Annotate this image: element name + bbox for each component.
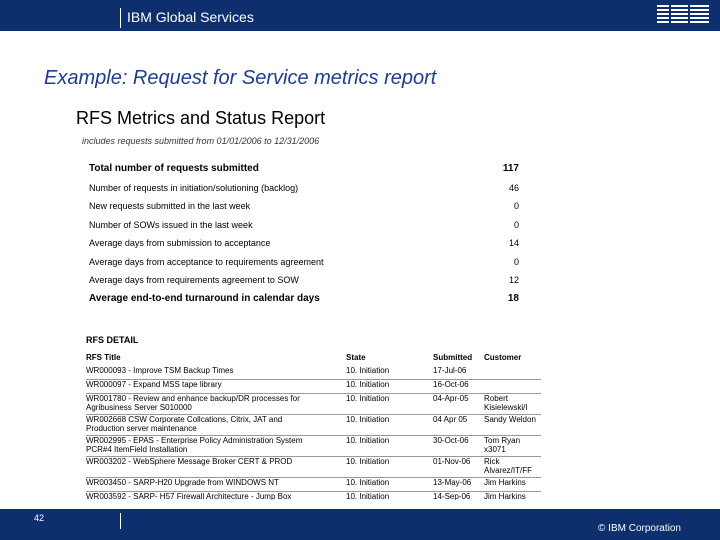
metric-value: 117 <box>502 163 519 174</box>
metric-value: 0 <box>513 256 519 267</box>
rfs-state: 10. Initiation <box>346 478 390 487</box>
rfs-state: 10. Initiation <box>346 436 390 445</box>
rfs-title: WR002668 CSW Corporate Collcations, Citrix, JAT and Production server maintenance <box>86 415 283 433</box>
rfs-submitted: 01-Nov-06 <box>433 457 471 466</box>
metric-value: 46 <box>508 182 519 193</box>
table-row <box>86 457 536 478</box>
report-title: RFS Metrics and Status Report <box>76 108 326 128</box>
rfs-customer: Rick Alvarez/IT/FF <box>484 457 533 475</box>
rfs-state: 10. Initiation <box>346 457 390 466</box>
slide-title: Example: Request for Service metrics report <box>44 67 437 89</box>
rfs-state: 10. Initiation <box>346 366 390 375</box>
column-header-title: RFS Title <box>86 353 121 362</box>
rfs-title: WR003592 - SARP- H57 Firewall Architecture - Jump Box <box>86 492 292 500</box>
column-header-submitted: Submitted <box>433 353 473 362</box>
metric-row <box>89 271 519 290</box>
metric-row <box>89 290 519 309</box>
table-row <box>86 366 536 380</box>
page-number: 42 <box>34 513 45 523</box>
detail-heading: RFS DETAIL <box>86 335 139 345</box>
metric-row <box>89 234 519 253</box>
metric-row <box>89 197 519 216</box>
metric-value: 14 <box>508 238 519 248</box>
table-row <box>86 415 536 436</box>
metric-label: Number of requests in initiation/solutioning (backlog) <box>89 182 299 193</box>
copyright: © IBM Corporation <box>598 523 681 534</box>
rfs-title: WR003450 - SARP-H20 Upgrade from WINDOWS NT <box>86 478 279 487</box>
rfs-customer: Jim Harkins <box>484 492 526 500</box>
metric-row <box>89 160 519 179</box>
metric-label: Average end-to-end turnaround in calendar days <box>89 292 320 304</box>
rfs-state: 10. Initiation <box>346 492 390 500</box>
header-bar <box>0 0 720 31</box>
metric-row <box>89 179 519 198</box>
rfs-submitted: 30-Oct-06 <box>433 436 469 445</box>
rfs-state: 10. Initiation <box>346 380 390 389</box>
rfs-state: 10. Initiation <box>346 394 390 403</box>
metric-value: 0 <box>513 219 519 230</box>
rfs-customer: Sandy Weldon <box>484 415 536 424</box>
rfs-submitted: 04 Apr 05 <box>433 415 468 424</box>
metric-row <box>89 253 519 272</box>
metric-label: Number of SOWs issued in the last week <box>89 219 253 230</box>
footer-divider <box>120 513 121 529</box>
rfs-customer: Jim Harkins <box>484 478 526 487</box>
metric-value: 12 <box>508 275 519 285</box>
rfs-title: WR000097 - Expand MSS tape library <box>86 380 222 389</box>
rfs-title: WR000093 - Improve TSM Backup Times <box>86 366 234 375</box>
rfs-submitted: 04-Apr-05 <box>433 394 469 403</box>
rfs-submitted: 13-May-06 <box>433 478 472 487</box>
report-subtitle: includes requests submitted from 01/01/2006 to 12/31/2006 <box>82 136 320 146</box>
rfs-title: WR002995 - EPAS - Enterprise Policy Administration System PCR#4 ItemField Installation <box>86 436 303 454</box>
metric-label: New requests submitted in the last week <box>89 201 251 211</box>
report-image <box>76 100 546 500</box>
ibm-logo <box>657 4 709 26</box>
rfs-submitted: 16-Oct-06 <box>433 380 469 389</box>
column-header-customer: Customer <box>484 353 522 362</box>
metric-value: 18 <box>507 292 519 304</box>
metric-value: 0 <box>513 201 519 211</box>
table-row <box>86 394 536 415</box>
table-row <box>86 436 536 457</box>
metric-row <box>89 216 519 235</box>
metric-label: Total number of requests submitted <box>89 163 259 174</box>
table-row <box>86 478 536 492</box>
metric-label: Average days from submission to acceptance <box>89 238 271 248</box>
footer-bar <box>0 509 720 540</box>
rfs-submitted: 17-Jul-06 <box>433 366 467 375</box>
rfs-state: 10. Initiation <box>346 415 390 424</box>
rfs-submitted: 14-Sep-06 <box>433 492 471 500</box>
brand-label: IBM Global Services <box>127 9 254 25</box>
header-divider <box>120 8 121 28</box>
rfs-title: WR003202 - WebSphere Message Broker CERT & PROD <box>86 457 293 466</box>
rfs-title: WR001780 - Review and enhance backup/DR processes for Agribusiness Server S010000 <box>86 394 300 412</box>
rfs-customer: Robert Kisielewski/I <box>484 394 528 412</box>
metric-label: Average days from acceptance to requirements agreement <box>89 256 324 267</box>
table-row <box>86 492 536 500</box>
table-row <box>86 380 536 394</box>
metrics-table <box>89 160 519 308</box>
metric-label: Average days from requirements agreement to SOW <box>89 275 299 285</box>
column-header-state: State <box>346 353 366 362</box>
rfs-customer: Tom Ryan x3071 <box>484 436 521 454</box>
